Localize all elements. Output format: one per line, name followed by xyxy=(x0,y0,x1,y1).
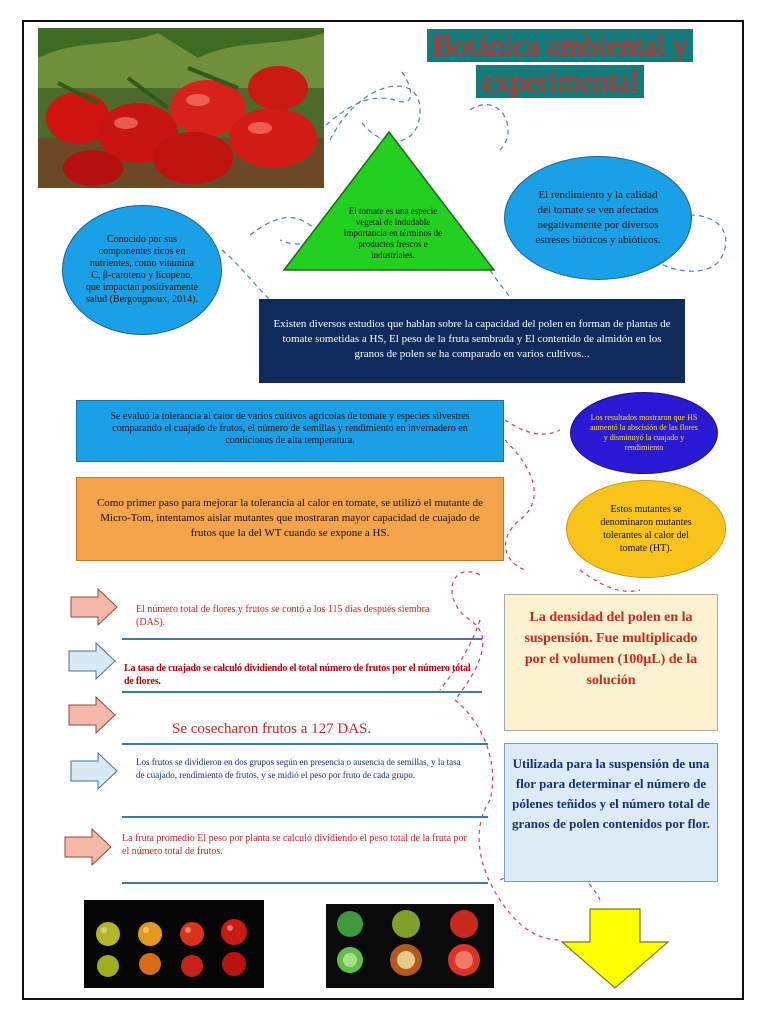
yield-stress-ellipse xyxy=(504,156,692,280)
step-5-text: La fruta promedio El peso por planta se calculó dividiendo el peso total de la fruta por el número total de frutos. xyxy=(122,833,467,857)
pollen-density-box: La densidad del polen en la suspensión. Fue multiplicado por el volumen (100µL) de la solución xyxy=(504,594,718,731)
micro-tom-box: Como primer paso para mejorar la tolerancia al calor en tomate, se utilizó el mutante de Micro-Tom, intentamos aislar mutantes que mostraran mayor capacidad de cuajado de frutos que la del WT cuando se expone a HS. xyxy=(76,477,504,561)
triangle-text: El tomate es una especie vegetal de indudable importancia en términos de productos frescos e industriales. xyxy=(343,206,443,260)
pollen-count-box: Utilizada para la suspensión de una flor para determinar el número de pólenes teñidos y el número total de granos de polen contenidos por flor. xyxy=(504,743,718,882)
nutrients-ellipse xyxy=(62,205,222,335)
results-text: Los resultados mostraron que HS aumentó la abscisión de las flores y disminuyó la cuajado y rendimiento xyxy=(590,413,698,452)
step-3-divider xyxy=(122,743,488,745)
heat-tolerance-box: Se evaluó la tolerancia al calor de varios cultivos agrícolas de tomate y especies silvestres comparando el cuajado de frutos, el número de semillas y rendimiento en invernadero en condiciones de alta temperatura. xyxy=(76,400,504,462)
mutants-text: Estos mutantes se denominaron mutantes tolerantes al calor del tomate (HT). xyxy=(600,504,692,554)
step-5-divider xyxy=(122,882,488,884)
down-arrow-icon xyxy=(560,908,670,990)
step-3-text: Se cosecharon frutos a 127 DAS. xyxy=(172,721,372,737)
step-2-arrow-icon xyxy=(68,642,116,680)
tomato-cross-section-photo xyxy=(326,904,494,988)
yield-stress-text: El rendimiento y la calidad del tomate se ven afectados negativamente por diversos estreses bióticos y abióticos. xyxy=(535,189,661,246)
results-ellipse xyxy=(570,392,718,474)
nutrients-text: Conocido por sus componentes ricos en nutrientes, como vitamina C, β-caroteno y licopeno, que impactan positivamente salud (Bergougnoux, 2014). xyxy=(85,234,199,305)
tomato-ripening-photo xyxy=(84,900,264,988)
step-4-arrow-icon xyxy=(70,752,118,790)
step-5-arrow-icon xyxy=(64,828,112,866)
step-4-text: Los frutos se dividieron en dos grupos según en presencia o ausencia de semillas, y la tasa de cuajado, rendimiento de frutos, y se midió el peso por fruto de cada grupo. xyxy=(136,757,461,780)
step-2-text: La tasa de cuajado se calculó dividiendo el total número de frutos por el número total de flores. xyxy=(124,663,471,687)
title-line-1: Botánica ambiental y xyxy=(427,29,694,62)
pollen-studies-box: Existen diversos estudios que hablan sobre la capacidad del polen en forman de plantas de tomate sometidas a HS, El peso de la fruta sembrada y El contenido de almidón en los granos de polen se ha comparado en varios cultivos... xyxy=(259,299,685,383)
step-2-divider xyxy=(122,691,482,693)
step-1-text: El número total de flores y frutos se contó a los 115 días después siembra (DAS). xyxy=(136,604,430,628)
mutants-ellipse xyxy=(566,480,726,578)
poster-title xyxy=(420,28,700,100)
step-1-arrow-icon xyxy=(70,588,118,626)
step-4-divider xyxy=(122,816,488,818)
title-line-2: experimental xyxy=(476,65,645,98)
step-1-divider xyxy=(122,638,482,640)
step-3-arrow-icon xyxy=(68,696,116,734)
